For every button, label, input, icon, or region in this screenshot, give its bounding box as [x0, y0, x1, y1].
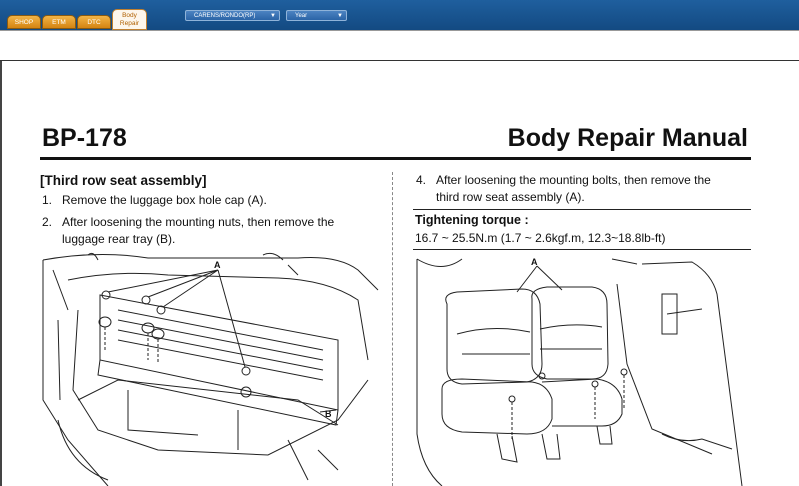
step-text-continued: third row seat assembly (A).: [436, 190, 585, 204]
column-divider: [392, 172, 393, 486]
step-text-continued: luggage rear tray (B).: [62, 232, 176, 246]
year-select-value: Year: [295, 13, 308, 19]
step-number: 4.: [416, 173, 427, 187]
callout-b: B: [325, 409, 332, 419]
tab-shop[interactable]: SHOP: [7, 15, 41, 29]
third-row-seat-illustration: [412, 254, 752, 486]
step-text: Remove the luggage box hole cap (A).: [62, 193, 267, 207]
chevron-down-icon: ▼: [337, 13, 343, 19]
document-title: Body Repair Manual: [507, 124, 748, 152]
torque-rule-top: [413, 209, 751, 210]
frame-border: [0, 61, 2, 486]
step-2: [42, 214, 378, 250]
step-number: 1.: [42, 193, 53, 207]
tab-body-repair-line1: Body: [122, 12, 137, 19]
torque-rule-bottom: [413, 249, 751, 250]
callout-a: A: [531, 257, 538, 267]
tab-body-repair[interactable]: [112, 9, 147, 30]
torque-label: Tightening torque :: [415, 213, 529, 227]
tab-etm[interactable]: ETM: [42, 15, 76, 29]
torque-value: 16.7 ~ 25.5N.m (1.7 ~ 2.6kgf.m, 12.3~18.8lb-ft): [415, 231, 666, 245]
callout-a: A: [214, 260, 221, 270]
model-select[interactable]: [185, 10, 280, 21]
year-select[interactable]: [286, 10, 347, 21]
model-select-value: CARENS/RONDO(RP): [194, 13, 256, 19]
step-text: After loosening the mounting bolts, then remove the: [436, 173, 711, 187]
step-4: [416, 172, 752, 208]
chevron-down-icon: ▼: [270, 13, 276, 19]
document-code: BP-178: [42, 124, 127, 152]
step-number: 2.: [42, 215, 53, 229]
tab-dtc[interactable]: DTC: [77, 15, 111, 29]
top-navigation-bar: [0, 0, 799, 30]
tab-body-repair-line2: Repair: [119, 20, 140, 27]
luggage-tray-illustration: [38, 250, 388, 486]
header-rule: [40, 157, 751, 160]
toolbar-area: [0, 30, 799, 61]
step-text: After loosening the mounting nuts, then remove the: [62, 215, 335, 229]
step-1: [42, 192, 378, 210]
section-heading: [Third row seat assembly]: [40, 173, 207, 188]
